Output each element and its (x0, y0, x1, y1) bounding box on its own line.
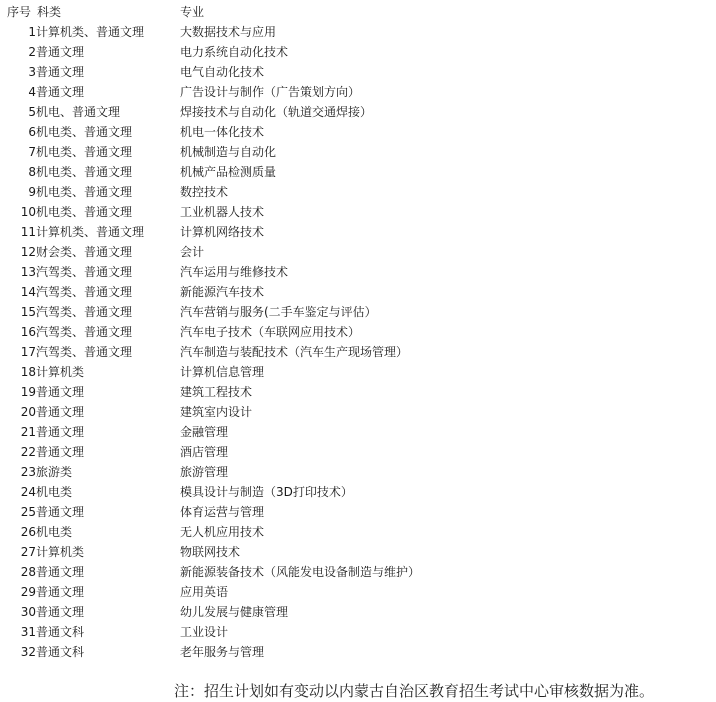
row-category: 机电类、普通文理 (36, 205, 133, 219)
table-row (0, 542, 716, 562)
table-row (0, 642, 716, 662)
row-major: 汽车制造与装配技术（汽车生产现场管理） (180, 345, 409, 359)
row-major: 汽车运用与维修技术 (180, 265, 289, 279)
row-category: 普通文理 (36, 605, 85, 619)
row-number: 3 (28, 65, 36, 79)
row-category: 汽驾类、普通文理 (36, 285, 133, 299)
row-number: 31 (20, 625, 36, 639)
table-row (0, 522, 716, 542)
row-number: 21 (20, 425, 36, 439)
row-number: 7 (28, 145, 36, 159)
row-number: 10 (20, 205, 36, 219)
table-row (0, 242, 716, 262)
row-major: 金融管理 (180, 425, 229, 439)
row-number: 8 (28, 165, 36, 179)
row-number: 22 (20, 445, 36, 459)
table-row (0, 222, 716, 242)
row-major: 新能源装备技术（风能发电设备制造与维护） (180, 565, 421, 579)
row-number: 1 (28, 25, 36, 39)
table-row (0, 462, 716, 482)
table-row (0, 482, 716, 502)
row-major: 应用英语 (180, 585, 229, 599)
table-row (0, 582, 716, 602)
row-major: 电气自动化技术 (180, 65, 265, 79)
row-number: 9 (28, 185, 36, 199)
table-row (0, 162, 716, 182)
table-row (0, 422, 716, 442)
row-number: 13 (20, 265, 36, 279)
row-category: 普通文理 (36, 405, 85, 419)
row-number: 28 (20, 565, 36, 579)
row-category: 普通文理 (36, 65, 85, 79)
table-row (0, 122, 716, 142)
row-major: 建筑工程技术 (180, 385, 253, 399)
table-row (0, 362, 716, 382)
row-major: 新能源汽车技术 (180, 285, 265, 299)
table-row (0, 142, 716, 162)
row-category: 普通文理 (36, 565, 85, 579)
table-row (0, 262, 716, 282)
row-category: 计算机类 (36, 545, 85, 559)
row-number: 5 (28, 105, 36, 119)
footnote: 注：招生计划如有变动以内蒙古自治区教育招生考试中心审核数据为准。 (174, 682, 655, 700)
table-row (0, 602, 716, 622)
row-number: 16 (20, 325, 36, 339)
row-number: 11 (20, 225, 36, 239)
table-row (0, 102, 716, 122)
row-major: 物联网技术 (180, 545, 241, 559)
table-row (0, 382, 716, 402)
row-major: 大数据技术与应用 (180, 25, 277, 39)
row-category: 计算机类、普通文理 (36, 25, 145, 39)
table-header (0, 2, 716, 22)
row-number: 18 (20, 365, 36, 379)
table-row (0, 502, 716, 522)
row-number: 15 (20, 305, 36, 319)
table-row (0, 622, 716, 642)
row-category: 计算机类、普通文理 (36, 225, 145, 239)
table-row (0, 442, 716, 462)
row-category: 普通文理 (36, 85, 85, 99)
row-category: 财会类、普通文理 (36, 245, 133, 259)
table-row (0, 282, 716, 302)
row-number: 23 (20, 465, 36, 479)
row-category: 机电类 (36, 525, 73, 539)
row-category: 普通文科 (36, 625, 85, 639)
row-major: 数控技术 (180, 185, 229, 199)
header-category: 科类 (37, 5, 62, 19)
row-category: 普通文理 (36, 505, 85, 519)
table-row (0, 202, 716, 222)
row-major: 汽车营销与服务(二手车鉴定与评估） (180, 305, 377, 319)
table-row (0, 562, 716, 582)
row-number: 26 (20, 525, 36, 539)
row-major: 计算机网络技术 (180, 225, 265, 239)
row-major: 汽车电子技术（车联网应用技术） (180, 325, 361, 339)
row-number: 29 (20, 585, 36, 599)
row-number: 30 (20, 605, 36, 619)
row-major: 幼儿发展与健康管理 (180, 605, 289, 619)
row-category: 计算机类 (36, 365, 85, 379)
row-category: 普通文理 (36, 45, 85, 59)
row-number: 32 (20, 645, 36, 659)
row-major: 机械制造与自动化 (180, 145, 277, 159)
row-category: 汽驾类、普通文理 (36, 325, 133, 339)
table-row (0, 342, 716, 362)
row-number: 14 (20, 285, 36, 299)
table-row (0, 402, 716, 422)
row-major: 机械产品检测质量 (180, 165, 277, 179)
row-number: 20 (20, 405, 36, 419)
table-row (0, 42, 716, 62)
table-row (0, 182, 716, 202)
row-category: 机电类、普通文理 (36, 145, 133, 159)
row-major: 计算机信息管理 (180, 365, 265, 379)
table-row (0, 22, 716, 42)
table-row (0, 302, 716, 322)
row-major: 机电一体化技术 (180, 125, 265, 139)
row-major: 焊接技术与自动化（轨道交通焊接） (180, 105, 373, 119)
row-number: 24 (20, 485, 36, 499)
row-category: 普通文理 (36, 585, 85, 599)
row-major: 酒店管理 (180, 445, 229, 459)
row-major: 无人机应用技术 (180, 525, 265, 539)
row-category: 机电、普通文理 (36, 105, 121, 119)
row-major: 会计 (180, 245, 205, 259)
row-category: 汽驾类、普通文理 (36, 345, 133, 359)
row-category: 汽驾类、普通文理 (36, 265, 133, 279)
table-row (0, 82, 716, 102)
row-category: 机电类 (36, 485, 73, 499)
row-major: 工业机器人技术 (180, 205, 265, 219)
row-major: 旅游管理 (180, 465, 229, 479)
row-number: 19 (20, 385, 36, 399)
row-category: 普通文理 (36, 445, 85, 459)
row-major: 老年服务与管理 (180, 645, 265, 659)
row-category: 普通文理 (36, 385, 85, 399)
row-major: 广告设计与制作（广告策划方向） (180, 85, 361, 99)
row-category: 机电类、普通文理 (36, 125, 133, 139)
row-major: 电力系统自动化技术 (180, 45, 289, 59)
header-major: 专业 (180, 5, 205, 19)
row-category: 机电类、普通文理 (36, 165, 133, 179)
row-major: 模具设计与制造（3D打印技术） (180, 485, 353, 499)
row-category: 机电类、普通文理 (36, 185, 133, 199)
row-number: 12 (20, 245, 36, 259)
row-number: 17 (20, 345, 36, 359)
row-category: 普通文科 (36, 645, 85, 659)
table-row (0, 62, 716, 82)
row-number: 2 (28, 45, 36, 59)
row-number: 6 (28, 125, 36, 139)
row-number: 25 (20, 505, 36, 519)
row-category: 汽驾类、普通文理 (36, 305, 133, 319)
row-major: 工业设计 (180, 625, 229, 639)
row-category: 旅游类 (36, 465, 73, 479)
header-no: 序号 (7, 5, 32, 19)
row-major: 体育运营与管理 (180, 505, 265, 519)
table-row (0, 322, 716, 342)
row-number: 27 (20, 545, 36, 559)
row-category: 普通文理 (36, 425, 85, 439)
row-number: 4 (28, 85, 36, 99)
row-major: 建筑室内设计 (180, 405, 253, 419)
